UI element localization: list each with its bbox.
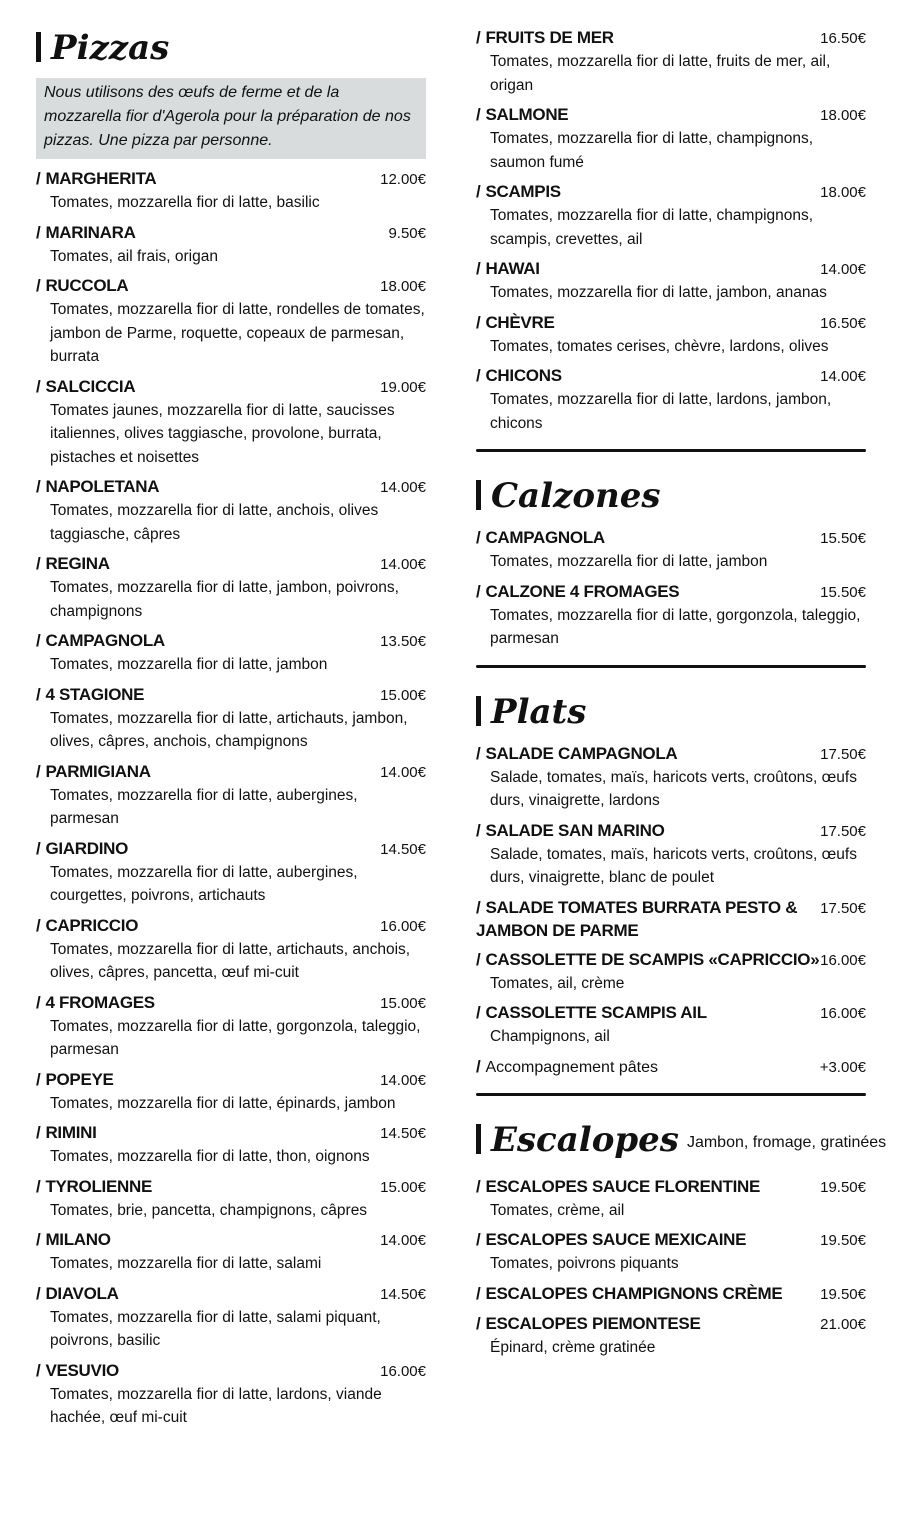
item-name: / SALADE TOMATES BURRATA PESTO & JAMBON DE PARME bbox=[476, 897, 798, 940]
item-price: 14.00€ bbox=[380, 1071, 426, 1089]
plats-heading bbox=[476, 692, 866, 732]
item-description: Tomates, mozzarella fior di latte, artichauts, anchois, olives, câpres, pancetta, œuf mi-cuit bbox=[50, 940, 411, 981]
item-price: 16.50€ bbox=[820, 30, 866, 47]
item-name: / DIAVOLA bbox=[36, 1283, 119, 1303]
item-name: / ESCALOPES SAUCE FLORENTINE bbox=[476, 1176, 761, 1196]
pizzas-note: Nous utilisons des œufs de ferme et de la mozzarella fior d'Agerola pour la préparation de nos pizzas. Une pizza par personne. bbox=[36, 78, 426, 159]
menu-item bbox=[36, 1282, 426, 1353]
item-name: / RIMINI bbox=[36, 1123, 97, 1142]
item-name: / FRUITS DE MER bbox=[476, 28, 614, 47]
item-description: Tomates, mozzarella fior di latte, jambon bbox=[50, 656, 328, 673]
item-price: 18.00€ bbox=[820, 184, 866, 201]
menu-item bbox=[476, 257, 866, 305]
menu-item bbox=[476, 364, 866, 435]
menu-item bbox=[476, 1282, 866, 1306]
menu-item bbox=[36, 914, 426, 985]
item-description: Tomates, mozzarella fior di latte, aubergines, parmesan bbox=[50, 786, 358, 827]
item-price: 14.50€ bbox=[380, 1285, 426, 1303]
item-description: Tomates, mozzarella fior di latte, aubergines, courgettes, poivrons, artichauts bbox=[50, 863, 358, 904]
menu-item bbox=[476, 311, 866, 359]
menu-item bbox=[36, 475, 426, 546]
item-name: / CASSOLETTE SCAMPIS AIL bbox=[476, 1003, 707, 1022]
item-price: 16.00€ bbox=[380, 1362, 426, 1380]
item-name: / GIARDINO bbox=[36, 838, 129, 858]
item-name: / SALCICCIA bbox=[36, 376, 136, 396]
item-name: / 4 STAGIONE bbox=[36, 684, 145, 704]
menu-item bbox=[36, 1175, 426, 1223]
menu-item bbox=[476, 742, 866, 813]
item-name: / RUCCOLA bbox=[36, 276, 129, 295]
item-description: Tomates, mozzarella fior di latte, artichauts, jambon, olives, câpres, anchois, champignons bbox=[50, 709, 408, 750]
item-price: 21.00€ bbox=[820, 1315, 866, 1333]
item-price: 12.00€ bbox=[380, 171, 426, 188]
item-name: / MARGHERITA bbox=[36, 169, 157, 188]
item-price: 17.50€ bbox=[820, 745, 866, 763]
item-description: Tomates, mozzarella fior di latte, salami piquant, poivrons, basilic bbox=[50, 1308, 381, 1349]
item-price: 15.00€ bbox=[380, 1178, 426, 1196]
menu-item bbox=[36, 552, 426, 623]
calzones-title: Calzones bbox=[491, 476, 661, 516]
menu-item bbox=[36, 221, 426, 269]
item-name: / 4 FROMAGES bbox=[36, 992, 155, 1012]
escalopes-list bbox=[476, 1175, 866, 1360]
item-name: / CHICONS bbox=[476, 366, 562, 385]
item-name: / ESCALOPES CHAMPIGNONS CRÈME bbox=[476, 1283, 783, 1303]
item-description: Tomates, mozzarella fior di latte, gorgonzola, taleggio, parmesan bbox=[490, 606, 861, 647]
menu-item bbox=[476, 580, 866, 651]
escalopes-title: Escalopes bbox=[491, 1119, 679, 1160]
item-description: Tomates, mozzarella fior di latte, thon, oignons bbox=[50, 1148, 370, 1165]
menu-item bbox=[36, 837, 426, 908]
item-description: Tomates, mozzarella fior di latte, lardons, jambon, chicons bbox=[490, 391, 832, 432]
pizzas-heading bbox=[36, 28, 426, 68]
item-name: / CHÈVRE bbox=[476, 312, 555, 332]
item-name: / SALMONE bbox=[476, 105, 569, 124]
item-description: Tomates, mozzarella fior di latte, rondelles de tomates, jambon de Parme, roquette, copeaux de parmesan, burrata bbox=[50, 301, 425, 365]
item-description: Tomates, crème, ail bbox=[490, 1201, 625, 1219]
item-description: Salade, tomates, maïs, haricots verts, croûtons, œufs durs, vinaigrette, blanc de poulet bbox=[490, 845, 857, 886]
pizza-list bbox=[36, 167, 426, 1430]
item-name: / ESCALOPES SAUCE MEXICAINE bbox=[476, 1230, 747, 1249]
item-price: 13.50€ bbox=[380, 633, 426, 650]
item-price: 19.50€ bbox=[820, 1285, 866, 1303]
item-price: 15.00€ bbox=[380, 686, 426, 704]
plats-list bbox=[476, 742, 866, 1049]
pizzas-title: Pizzas bbox=[51, 28, 170, 68]
item-description: Tomates, mozzarella fior di latte, lardons, viande hachée, œuf mi-cuit bbox=[50, 1385, 382, 1426]
item-price: 17.50€ bbox=[820, 899, 866, 917]
heading-bar bbox=[36, 32, 41, 62]
item-description: Salade, tomates, maïs, haricots verts, croûtons, œufs durs, vinaigrette, lardons bbox=[490, 768, 857, 809]
left-column bbox=[36, 0, 426, 1436]
menu-item bbox=[476, 26, 866, 97]
menu-item bbox=[476, 526, 866, 574]
menu-item bbox=[476, 1312, 866, 1360]
list-item bbox=[476, 1055, 866, 1079]
item-name: / CAPRICCIO bbox=[36, 915, 139, 935]
extra-name: / Accompagnement pâtes bbox=[476, 1056, 658, 1076]
plats-title: Plats bbox=[491, 691, 587, 732]
item-price: 19.50€ bbox=[820, 1178, 866, 1196]
item-description: Tomates, mozzarella fior di latte, gorgonzola, taleggio, parmesan bbox=[50, 1017, 421, 1058]
item-name: / SALADE SAN MARINO bbox=[476, 820, 665, 840]
section-divider bbox=[476, 665, 866, 668]
item-name: / ESCALOPES PIEMONTESE bbox=[476, 1313, 701, 1333]
item-name: / TYROLIENNE bbox=[36, 1176, 152, 1196]
item-price: 14.00€ bbox=[380, 556, 426, 573]
pizza-list-continued bbox=[476, 26, 866, 435]
heading-bar bbox=[476, 1124, 481, 1154]
item-description: Tomates, mozzarella fior di latte, basilic bbox=[50, 194, 320, 211]
item-description: Tomates, poivrons piquants bbox=[490, 1255, 679, 1272]
calzone-list bbox=[476, 526, 866, 651]
extra-price: +3.00€ bbox=[819, 1058, 866, 1076]
menu-item bbox=[36, 991, 426, 1062]
item-name: / REGINA bbox=[36, 554, 110, 573]
item-price: 19.00€ bbox=[380, 378, 426, 396]
item-name: / VESUVIO bbox=[36, 1360, 119, 1380]
menu-item bbox=[36, 629, 426, 677]
item-description: Tomates, mozzarella fior di latte, champignons, scampis, crevettes, ail bbox=[490, 207, 814, 248]
item-description: Tomates, mozzarella fior di latte, jambon, ananas bbox=[490, 284, 827, 301]
calzones-heading bbox=[476, 476, 866, 516]
item-description: Tomates, ail frais, origan bbox=[50, 247, 218, 265]
item-price: 14.00€ bbox=[820, 368, 866, 385]
item-name: / HAWAI bbox=[476, 259, 540, 278]
menu-item bbox=[476, 1228, 866, 1276]
item-name: / CAMPAGNOLA bbox=[476, 528, 605, 547]
item-price: 19.50€ bbox=[820, 1232, 866, 1249]
section-divider bbox=[476, 449, 866, 452]
heading-bar bbox=[476, 696, 481, 726]
menu-item bbox=[476, 103, 866, 174]
menu-item bbox=[476, 896, 866, 942]
menu-item bbox=[36, 274, 426, 369]
menu-item bbox=[476, 948, 866, 996]
menu-item bbox=[36, 167, 426, 215]
item-description: Tomates, tomates cerises, chèvre, lardons, olives bbox=[490, 337, 829, 355]
item-price: 14.50€ bbox=[380, 1125, 426, 1142]
right-column bbox=[476, 0, 887, 1365]
section-divider bbox=[476, 1093, 866, 1096]
item-description: Tomates, mozzarella fior di latte, salami bbox=[50, 1255, 322, 1272]
item-price: 16.50€ bbox=[820, 314, 866, 332]
item-price: 14.50€ bbox=[380, 840, 426, 858]
item-price: 15.00€ bbox=[380, 994, 426, 1012]
menu-item bbox=[36, 375, 426, 470]
item-name: / MILANO bbox=[36, 1230, 111, 1249]
item-description: Épinard, crème gratinée bbox=[490, 1338, 656, 1356]
menu-item bbox=[36, 760, 426, 831]
item-price: 18.00€ bbox=[380, 278, 426, 295]
item-price: 14.00€ bbox=[820, 261, 866, 278]
item-price: 14.00€ bbox=[380, 763, 426, 781]
item-name: / MARINARA bbox=[36, 222, 136, 242]
item-price: 14.00€ bbox=[380, 1232, 426, 1249]
menu-item bbox=[36, 1359, 426, 1430]
item-name: / SCAMPIS bbox=[476, 182, 561, 201]
item-name: / CASSOLETTE DE SCAMPIS «CAPRICCIO» bbox=[476, 949, 820, 969]
item-description: Tomates, mozzarella fior di latte, champignons, saumon fumé bbox=[490, 130, 814, 171]
item-price: 18.00€ bbox=[820, 107, 866, 124]
item-price: 9.50€ bbox=[388, 224, 426, 242]
item-price: 16.00€ bbox=[820, 951, 866, 969]
item-description: Tomates, brie, pancetta, champignons, câpres bbox=[50, 1201, 368, 1219]
item-price: 14.00€ bbox=[380, 479, 426, 496]
item-price: 15.50€ bbox=[820, 530, 866, 547]
menu-item bbox=[36, 1068, 426, 1116]
item-description: Tomates, mozzarella fior di latte, épinards, jambon bbox=[50, 1094, 396, 1112]
item-name: / POPEYE bbox=[36, 1069, 114, 1089]
item-description: Tomates, mozzarella fior di latte, jambon bbox=[490, 553, 768, 570]
item-name: / SALADE CAMPAGNOLA bbox=[476, 743, 678, 763]
item-price: 16.00€ bbox=[820, 1005, 866, 1022]
escalopes-heading bbox=[476, 1119, 887, 1163]
menu-item bbox=[36, 683, 426, 754]
menu-item bbox=[36, 1121, 426, 1169]
item-description: Champignons, ail bbox=[490, 1028, 610, 1045]
menu-item bbox=[476, 1001, 866, 1049]
item-name: / CALZONE 4 FROMAGES bbox=[476, 581, 680, 601]
item-price: 16.00€ bbox=[380, 917, 426, 935]
item-price: 15.50€ bbox=[820, 583, 866, 601]
item-description: Tomates, mozzarella fior di latte, jambon, poivrons, champignons bbox=[50, 579, 399, 620]
menu-item bbox=[36, 1228, 426, 1276]
item-description: Tomates, mozzarella fior di latte, anchois, olives taggiasche, câpres bbox=[50, 502, 379, 543]
menu-item bbox=[476, 1175, 866, 1223]
item-name: / CAMPAGNOLA bbox=[36, 631, 165, 650]
menu-item bbox=[476, 180, 866, 251]
item-price: 17.50€ bbox=[820, 822, 866, 840]
heading-bar bbox=[476, 480, 481, 510]
item-description: Tomates, ail, crème bbox=[490, 974, 625, 992]
item-name: / NAPOLETANA bbox=[36, 477, 160, 496]
escalopes-subtitle: Jambon, fromage, gratinées bbox=[686, 1133, 887, 1151]
item-description: Tomates jaunes, mozzarella fior di latte, saucisses italiennes, olives taggiasche, provolone, burrata, pistaches et noisettes bbox=[50, 401, 395, 466]
menu-item bbox=[476, 819, 866, 890]
item-description: Tomates, mozzarella fior di latte, fruits de mer, ail, origan bbox=[490, 53, 831, 94]
item-name: / PARMIGIANA bbox=[36, 761, 151, 781]
